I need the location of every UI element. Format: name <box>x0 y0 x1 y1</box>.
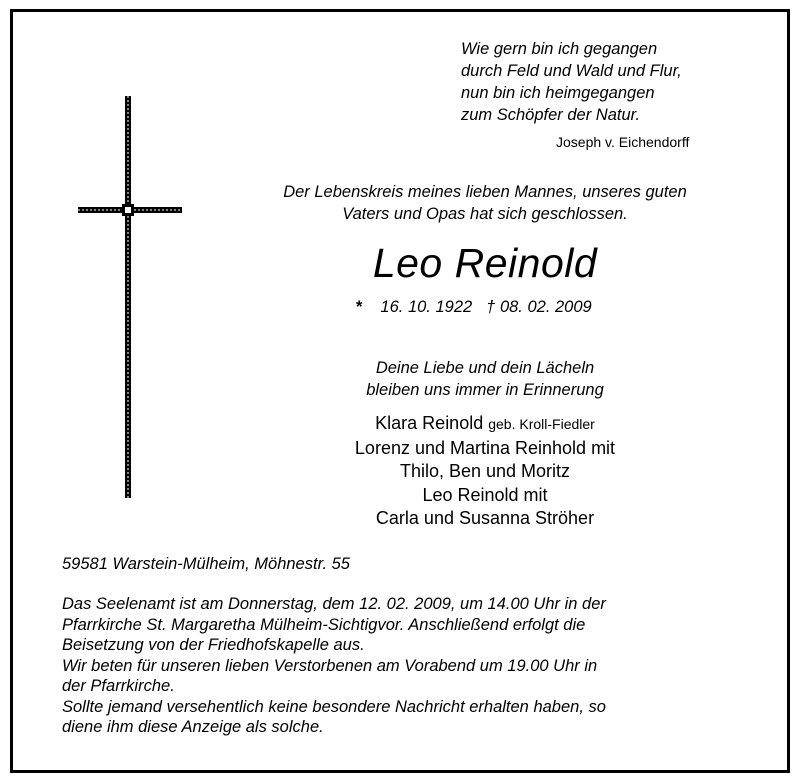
birth-date: 16. 10. 1922 <box>380 298 473 316</box>
family-line: Leo Reinold mit <box>422 484 548 505</box>
family-list <box>180 412 790 531</box>
intro-line: Der Lebenskreis meines lieben Mannes, unseres guten <box>283 183 687 201</box>
deceased-name: Leo Reinold <box>372 240 598 286</box>
notice-line: Beisetzung von der Friedhofskapelle aus. <box>62 636 365 654</box>
notice-line: Wir beten für unseren lieben Verstorbenen am Vorabend um 19.00 Uhr in <box>62 656 598 675</box>
remembrance-line: bleiben uns immer in Erinnerung <box>366 381 604 399</box>
notice-line: Sollte jemand versehentlich keine besondere Nachricht erhalten haben, so <box>62 697 606 716</box>
poem-line: durch Feld und Wald und Flur, <box>461 62 682 80</box>
family-line <box>180 412 790 437</box>
cross-icon <box>78 96 182 498</box>
funeral-notice <box>62 594 606 738</box>
death-date: 08. 02. 2009 <box>499 298 592 316</box>
intro-text <box>180 181 790 225</box>
poem <box>461 38 682 126</box>
notice-line: Das Seelenamt ist am Donnerstag, dem 12. 02. 2009, um 14.00 Uhr in der <box>62 595 606 613</box>
notice-line: diene ihm diese Anzeige als solche. <box>62 718 324 736</box>
family-maiden-name: geb. Kroll-Fiedler <box>488 416 595 432</box>
remembrance-text <box>180 357 790 401</box>
notice-line: Pfarrkirche St. Margaretha Mülheim-Sichtigvor. Anschließend erfolgt die <box>62 615 586 634</box>
birth-symbol: * <box>356 298 363 316</box>
family-line: Thilo, Ben und Moritz <box>399 461 571 481</box>
address: 59581 Warstein-Mülheim, Möhnestr. 55 <box>62 555 350 573</box>
poem-author: Joseph v. Eichendorff <box>556 134 690 150</box>
notice-line: der Pfarrkirche. <box>62 677 175 695</box>
poem-line: nun bin ich heimgegangen <box>461 84 655 102</box>
family-name: Klara Reinold <box>375 413 484 433</box>
poem-line: Wie gern bin ich gegangen <box>461 40 658 58</box>
intro-line: Vaters und Opas hat sich geschlossen. <box>342 205 628 223</box>
death-symbol: † <box>486 298 496 316</box>
remembrance-line: Deine Liebe und dein Lächeln <box>375 359 595 377</box>
family-line: Carla und Susanna Ströher <box>375 508 595 528</box>
poem-line: zum Schöpfer der Natur. <box>461 106 641 124</box>
life-dates <box>356 298 592 317</box>
family-line: Lorenz und Martina Reinhold mit <box>354 437 616 458</box>
